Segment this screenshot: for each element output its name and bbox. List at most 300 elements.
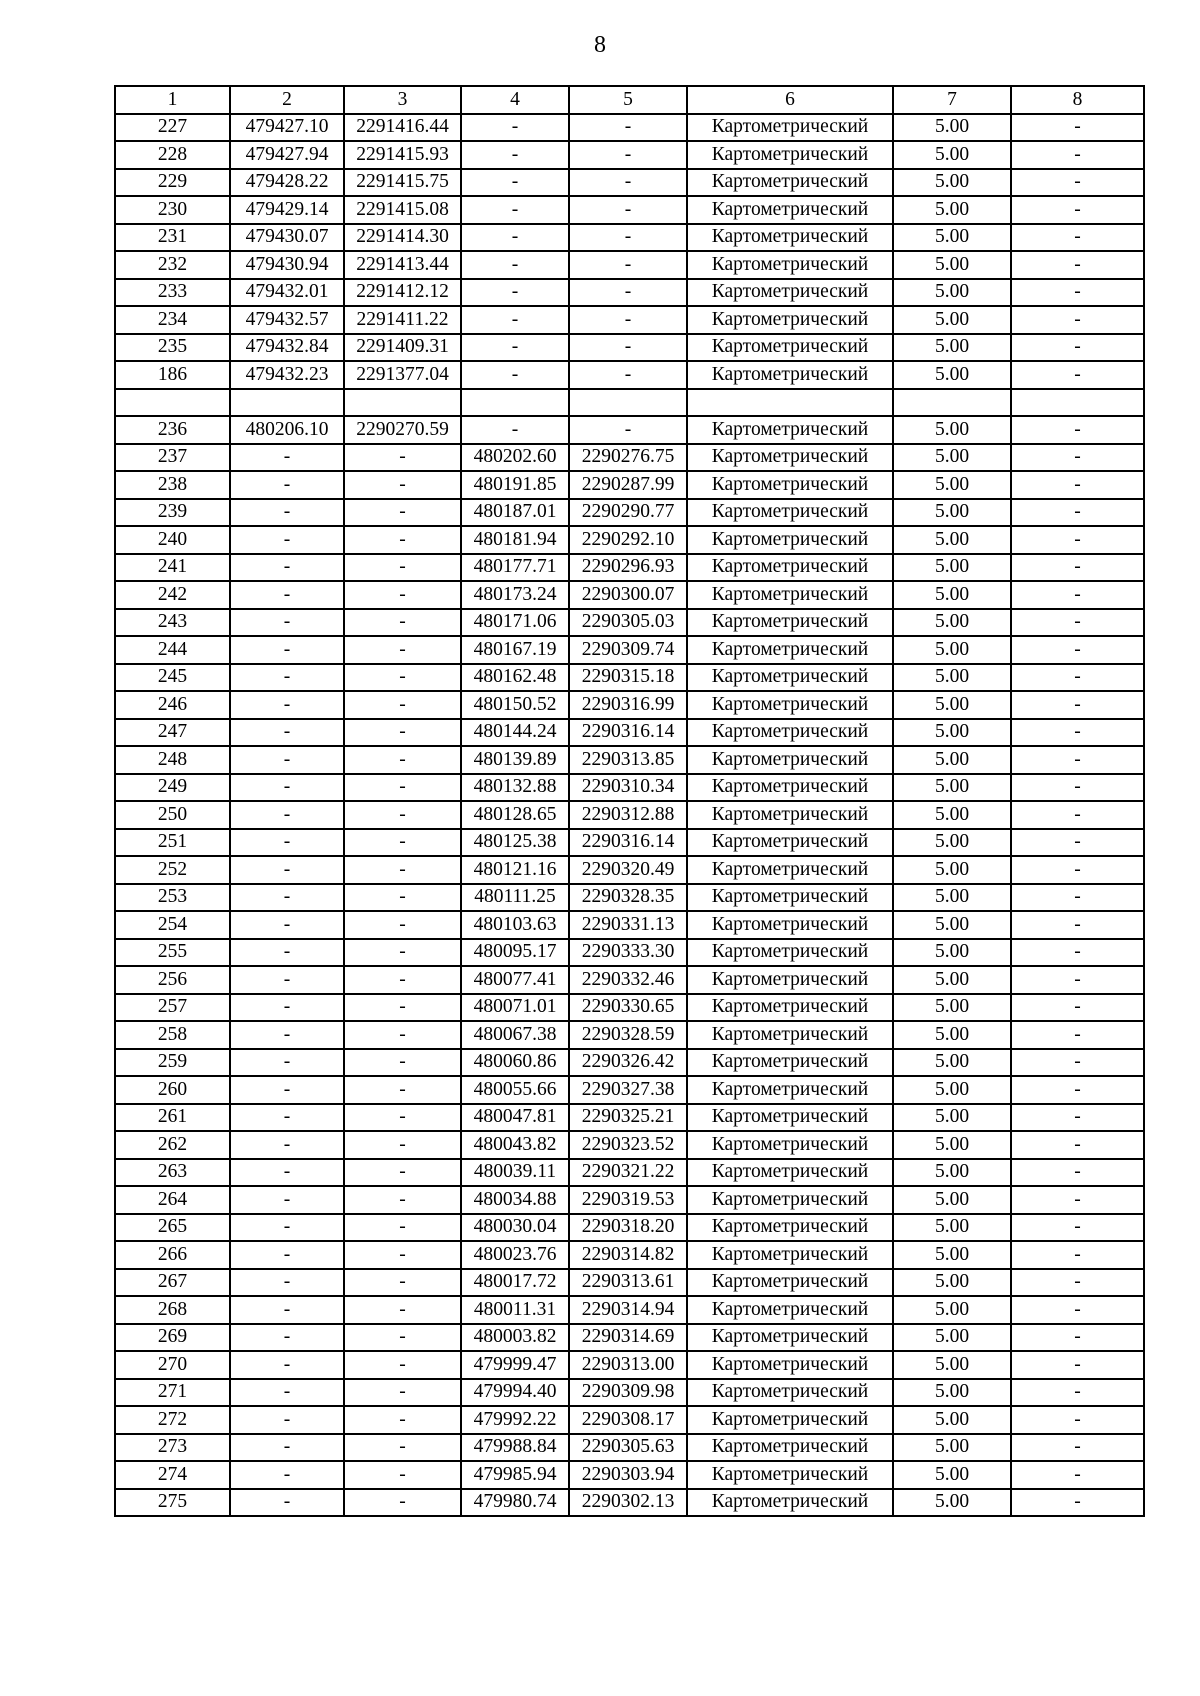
cell-method: Картометрический (687, 114, 893, 142)
cell-y-existing: 2291411.22 (344, 306, 461, 334)
cell-method: Картометрический (687, 801, 893, 829)
cell-x-existing: 479430.94 (230, 251, 344, 279)
cell-y-existing: - (344, 1269, 461, 1297)
cell-y-existing: - (344, 1406, 461, 1434)
cell-x-existing: - (230, 801, 344, 829)
cell-description: - (1011, 774, 1144, 802)
cell-y-new: 2290325.21 (569, 1104, 687, 1132)
cell-accuracy: 5.00 (893, 1159, 1011, 1187)
cell-description: - (1011, 1434, 1144, 1462)
cell-x-new: 480039.11 (461, 1159, 569, 1187)
cell-y-existing: - (344, 1214, 461, 1242)
cell-y-existing: - (344, 1049, 461, 1077)
cell-accuracy: 5.00 (893, 141, 1011, 169)
cell-x-new: 480128.65 (461, 801, 569, 829)
cell-method: Картометрический (687, 471, 893, 499)
cell-y-new: 2290323.52 (569, 1131, 687, 1159)
table-row (115, 1131, 1144, 1159)
cell-accuracy: 5.00 (893, 1351, 1011, 1379)
cell-description: - (1011, 1049, 1144, 1077)
cell-y-new: 2290309.74 (569, 636, 687, 664)
cell-description: - (1011, 939, 1144, 967)
cell-x-new: 480047.81 (461, 1104, 569, 1132)
cell-x-new: 480034.88 (461, 1186, 569, 1214)
cell-x-existing: - (230, 1186, 344, 1214)
cell-y-existing: - (344, 719, 461, 747)
table-row (115, 526, 1144, 554)
cell-accuracy: 5.00 (893, 1049, 1011, 1077)
cell-x-new: 480055.66 (461, 1076, 569, 1104)
cell-method: Картометрический (687, 1159, 893, 1187)
cell-y-existing: - (344, 856, 461, 884)
cell-x-existing: - (230, 719, 344, 747)
cell-accuracy: 5.00 (893, 224, 1011, 252)
page-number: 8 (594, 32, 606, 58)
table-row (115, 1379, 1144, 1407)
table-row (115, 279, 1144, 307)
cell-description: - (1011, 1269, 1144, 1297)
cell-point-number: 249 (115, 774, 230, 802)
cell-point-number: 270 (115, 1351, 230, 1379)
cell-method: Картометрический (687, 664, 893, 692)
cell-x-existing: - (230, 1076, 344, 1104)
cell-x-existing: 480206.10 (230, 416, 344, 444)
cell-y-existing: - (344, 1076, 461, 1104)
table-row (115, 911, 1144, 939)
cell-accuracy: 5.00 (893, 1296, 1011, 1324)
cell-method: Картометрический (687, 746, 893, 774)
cell-x-existing: - (230, 1049, 344, 1077)
cell-point-number: 263 (115, 1159, 230, 1187)
cell-x-existing: - (230, 636, 344, 664)
cell-x-new: 480132.88 (461, 774, 569, 802)
cell-method: Картометрический (687, 856, 893, 884)
cell-point-number: 238 (115, 471, 230, 499)
cell-y-existing: 2291412.12 (344, 279, 461, 307)
cell-y-existing: - (344, 609, 461, 637)
cell-y-new (569, 389, 687, 417)
cell-x-new: 480121.16 (461, 856, 569, 884)
cell-y-existing: - (344, 801, 461, 829)
cell-x-new: 480003.82 (461, 1324, 569, 1352)
cell-accuracy: 5.00 (893, 196, 1011, 224)
cell-point-number: 240 (115, 526, 230, 554)
cell-x-new: 480177.71 (461, 554, 569, 582)
cell-accuracy: 5.00 (893, 114, 1011, 142)
cell-method: Картометрический (687, 499, 893, 527)
cell-x-new: 479988.84 (461, 1434, 569, 1462)
cell-y-new: 2290319.53 (569, 1186, 687, 1214)
cell-point-number: 229 (115, 169, 230, 197)
cell-description: - (1011, 1131, 1144, 1159)
cell-x-existing: - (230, 499, 344, 527)
cell-y-existing: - (344, 911, 461, 939)
cell-method: Картометрический (687, 141, 893, 169)
cell-point-number: 273 (115, 1434, 230, 1462)
cell-description: - (1011, 581, 1144, 609)
cell-x-existing: 479427.94 (230, 141, 344, 169)
cell-y-new: 2290314.94 (569, 1296, 687, 1324)
cell-x-new: - (461, 306, 569, 334)
cell-accuracy: 5.00 (893, 1406, 1011, 1434)
cell-y-existing: - (344, 1324, 461, 1352)
column-header-6: 6 (687, 86, 893, 114)
cell-method: Картометрический (687, 416, 893, 444)
cell-point-number: 264 (115, 1186, 230, 1214)
cell-description: - (1011, 224, 1144, 252)
cell-accuracy: 5.00 (893, 361, 1011, 389)
table-row (115, 1406, 1144, 1434)
cell-y-new: 2290327.38 (569, 1076, 687, 1104)
cell-accuracy: 5.00 (893, 1489, 1011, 1517)
table-row (115, 691, 1144, 719)
cell-description: - (1011, 609, 1144, 637)
table-row (115, 141, 1144, 169)
table-row (115, 361, 1144, 389)
table-row (115, 994, 1144, 1022)
cell-description: - (1011, 801, 1144, 829)
cell-y-new: 2290313.85 (569, 746, 687, 774)
cell-x-new: - (461, 251, 569, 279)
cell-accuracy: 5.00 (893, 1241, 1011, 1269)
cell-y-new: 2290314.69 (569, 1324, 687, 1352)
cell-y-new: 2290296.93 (569, 554, 687, 582)
table-row (115, 196, 1144, 224)
cell-method: Картометрический (687, 1406, 893, 1434)
cell-description: - (1011, 829, 1144, 857)
cell-accuracy: 5.00 (893, 1269, 1011, 1297)
cell-x-existing: - (230, 1214, 344, 1242)
cell-y-existing: - (344, 1489, 461, 1517)
cell-point-number: 266 (115, 1241, 230, 1269)
cell-method: Картометрический (687, 1379, 893, 1407)
cell-x-existing: - (230, 939, 344, 967)
cell-accuracy: 5.00 (893, 829, 1011, 857)
cell-x-existing: - (230, 774, 344, 802)
cell-description: - (1011, 554, 1144, 582)
cell-x-existing: - (230, 1434, 344, 1462)
cell-accuracy: 5.00 (893, 884, 1011, 912)
cell-method: Картометрический (687, 636, 893, 664)
cell-method: Картометрический (687, 1049, 893, 1077)
cell-point-number: 237 (115, 444, 230, 472)
cell-point-number: 259 (115, 1049, 230, 1077)
cell-x-new: 480030.04 (461, 1214, 569, 1242)
table-row (115, 719, 1144, 747)
table-row (115, 1461, 1144, 1489)
cell-x-new: 480150.52 (461, 691, 569, 719)
table-row (115, 581, 1144, 609)
cell-y-existing: - (344, 1241, 461, 1269)
table-row (115, 1104, 1144, 1132)
cell-method: Картометрический (687, 691, 893, 719)
table-row (115, 224, 1144, 252)
cell-y-existing: - (344, 966, 461, 994)
cell-accuracy: 5.00 (893, 911, 1011, 939)
cell-accuracy: 5.00 (893, 306, 1011, 334)
cell-accuracy: 5.00 (893, 1379, 1011, 1407)
cell-description: - (1011, 1489, 1144, 1517)
cell-description: - (1011, 471, 1144, 499)
cell-y-existing: - (344, 1434, 461, 1462)
cell-y-new: 2290300.07 (569, 581, 687, 609)
cell-method: Картометрический (687, 1296, 893, 1324)
cell-accuracy: 5.00 (893, 526, 1011, 554)
table-row (115, 1076, 1144, 1104)
cell-x-new: - (461, 361, 569, 389)
cell-y-new: 2290310.34 (569, 774, 687, 802)
cell-y-existing: - (344, 884, 461, 912)
cell-x-new: - (461, 416, 569, 444)
cell-x-new: 479999.47 (461, 1351, 569, 1379)
cell-point-number: 271 (115, 1379, 230, 1407)
cell-x-existing: 479429.14 (230, 196, 344, 224)
cell-accuracy: 5.00 (893, 416, 1011, 444)
cell-x-new: - (461, 334, 569, 362)
table-row (115, 471, 1144, 499)
cell-y-new: 2290321.22 (569, 1159, 687, 1187)
cell-y-existing: - (344, 939, 461, 967)
cell-x-existing: 479432.84 (230, 334, 344, 362)
cell-point-number: 247 (115, 719, 230, 747)
cell-y-existing: - (344, 1159, 461, 1187)
cell-y-new: 2290316.99 (569, 691, 687, 719)
cell-accuracy: 5.00 (893, 554, 1011, 582)
table-row (115, 774, 1144, 802)
cell-x-new: 480067.38 (461, 1021, 569, 1049)
table-body (115, 114, 1144, 1517)
cell-accuracy: 5.00 (893, 444, 1011, 472)
cell-x-new: 480187.01 (461, 499, 569, 527)
cell-y-existing: - (344, 994, 461, 1022)
cell-point-number: 246 (115, 691, 230, 719)
cell-method: Картометрический (687, 251, 893, 279)
cell-x-existing: 479432.01 (230, 279, 344, 307)
column-header-4: 4 (461, 86, 569, 114)
cell-y-new: 2290312.88 (569, 801, 687, 829)
cell-y-new: - (569, 361, 687, 389)
cell-x-existing: - (230, 1131, 344, 1159)
cell-point-number: 267 (115, 1269, 230, 1297)
table-row (115, 801, 1144, 829)
cell-method: Картометрический (687, 1076, 893, 1104)
cell-point-number: 268 (115, 1296, 230, 1324)
table-row (115, 1269, 1144, 1297)
cell-point-number: 227 (115, 114, 230, 142)
cell-accuracy: 5.00 (893, 581, 1011, 609)
cell-point-number: 272 (115, 1406, 230, 1434)
cell-accuracy: 5.00 (893, 664, 1011, 692)
cell-point-number: 236 (115, 416, 230, 444)
cell-y-new: 2290276.75 (569, 444, 687, 472)
cell-y-existing: - (344, 554, 461, 582)
cell-x-new: - (461, 196, 569, 224)
cell-x-new: 480181.94 (461, 526, 569, 554)
cell-point-number: 275 (115, 1489, 230, 1517)
cell-y-new: - (569, 306, 687, 334)
cell-description: - (1011, 636, 1144, 664)
cell-description: - (1011, 1351, 1144, 1379)
cell-x-existing: - (230, 911, 344, 939)
cell-y-new: 2290302.13 (569, 1489, 687, 1517)
table-row (115, 114, 1144, 142)
cell-accuracy: 5.00 (893, 856, 1011, 884)
cell-method: Картометрический (687, 1489, 893, 1517)
cell-method: Картометрический (687, 1269, 893, 1297)
cell-accuracy: 5.00 (893, 801, 1011, 829)
cell-description: - (1011, 719, 1144, 747)
cell-x-existing: 479428.22 (230, 169, 344, 197)
column-header-3: 3 (344, 86, 461, 114)
cell-point-number: 255 (115, 939, 230, 967)
cell-x-existing: - (230, 691, 344, 719)
cell-y-existing: - (344, 1296, 461, 1324)
cell-method: Картометрический (687, 169, 893, 197)
cell-x-existing: - (230, 664, 344, 692)
cell-method: Картометрический (687, 306, 893, 334)
column-header-1: 1 (115, 86, 230, 114)
table-row (115, 1241, 1144, 1269)
cell-description: - (1011, 1159, 1144, 1187)
cell-point-number: 248 (115, 746, 230, 774)
cell-x-new: 480171.06 (461, 609, 569, 637)
cell-y-existing: - (344, 444, 461, 472)
cell-description: - (1011, 1461, 1144, 1489)
cell-x-existing: - (230, 1489, 344, 1517)
column-header-8: 8 (1011, 86, 1144, 114)
cell-x-existing: - (230, 581, 344, 609)
cell-y-existing: 2291413.44 (344, 251, 461, 279)
cell-accuracy (893, 389, 1011, 417)
column-header-5: 5 (569, 86, 687, 114)
cell-accuracy: 5.00 (893, 939, 1011, 967)
cell-method: Картометрический (687, 1186, 893, 1214)
cell-accuracy: 5.00 (893, 691, 1011, 719)
cell-point-number: 261 (115, 1104, 230, 1132)
cell-y-existing: 2291415.75 (344, 169, 461, 197)
cell-accuracy: 5.00 (893, 1434, 1011, 1462)
cell-description: - (1011, 1021, 1144, 1049)
cell-description: - (1011, 884, 1144, 912)
cell-x-existing: - (230, 746, 344, 774)
table-row (115, 444, 1144, 472)
cell-x-new: - (461, 141, 569, 169)
cell-x-new: 479992.22 (461, 1406, 569, 1434)
cell-point-number: 265 (115, 1214, 230, 1242)
cell-description: - (1011, 499, 1144, 527)
cell-y-new: 2290333.30 (569, 939, 687, 967)
cell-y-existing: - (344, 1131, 461, 1159)
cell-point-number: 242 (115, 581, 230, 609)
cell-point-number: 262 (115, 1131, 230, 1159)
cell-method: Картометрический (687, 224, 893, 252)
cell-description: - (1011, 1186, 1144, 1214)
cell-y-new: - (569, 196, 687, 224)
cell-x-existing: 479432.57 (230, 306, 344, 334)
cell-point-number: 241 (115, 554, 230, 582)
cell-accuracy: 5.00 (893, 1461, 1011, 1489)
cell-y-existing: 2291414.30 (344, 224, 461, 252)
cell-x-new: 480173.24 (461, 581, 569, 609)
cell-y-new: 2290287.99 (569, 471, 687, 499)
cell-method: Картометрический (687, 829, 893, 857)
cell-point-number: 256 (115, 966, 230, 994)
cell-accuracy: 5.00 (893, 1104, 1011, 1132)
cell-x-existing: - (230, 1324, 344, 1352)
cell-y-existing: - (344, 1021, 461, 1049)
cell-description: - (1011, 1406, 1144, 1434)
cell-x-existing: - (230, 1021, 344, 1049)
cell-method: Картометрический (687, 554, 893, 582)
cell-description: - (1011, 1104, 1144, 1132)
cell-y-new: 2290309.98 (569, 1379, 687, 1407)
cell-accuracy: 5.00 (893, 774, 1011, 802)
table-row (115, 1159, 1144, 1187)
cell-method: Картометрический (687, 966, 893, 994)
cell-x-existing: - (230, 1104, 344, 1132)
table-row (115, 306, 1144, 334)
cell-y-existing (344, 389, 461, 417)
cell-accuracy: 5.00 (893, 279, 1011, 307)
table-row (115, 829, 1144, 857)
cell-method: Картометрический (687, 884, 893, 912)
cell-method: Картометрический (687, 939, 893, 967)
cell-accuracy: 5.00 (893, 169, 1011, 197)
cell-y-existing: - (344, 526, 461, 554)
cell-x-existing: - (230, 1379, 344, 1407)
cell-method: Картометрический (687, 444, 893, 472)
cell-y-existing: - (344, 499, 461, 527)
cell-point-number: 274 (115, 1461, 230, 1489)
cell-y-new: 2290292.10 (569, 526, 687, 554)
cell-description: - (1011, 444, 1144, 472)
cell-x-existing: - (230, 1269, 344, 1297)
cell-description: - (1011, 416, 1144, 444)
cell-point-number: 257 (115, 994, 230, 1022)
cell-y-new: - (569, 114, 687, 142)
table-row (115, 664, 1144, 692)
cell-x-new: - (461, 224, 569, 252)
cell-y-existing: - (344, 1351, 461, 1379)
cell-y-new: - (569, 169, 687, 197)
cell-x-existing: 479427.10 (230, 114, 344, 142)
cell-accuracy: 5.00 (893, 499, 1011, 527)
cell-x-new: - (461, 169, 569, 197)
cell-accuracy: 5.00 (893, 1324, 1011, 1352)
cell-description: - (1011, 196, 1144, 224)
cell-description: - (1011, 1296, 1144, 1324)
table-row (115, 1489, 1144, 1517)
cell-y-existing: - (344, 581, 461, 609)
cell-y-existing: 2291409.31 (344, 334, 461, 362)
cell-description: - (1011, 1324, 1144, 1352)
table-row (115, 1021, 1144, 1049)
column-header-7: 7 (893, 86, 1011, 114)
cell-accuracy: 5.00 (893, 251, 1011, 279)
cell-x-new: 480023.76 (461, 1241, 569, 1269)
cell-description: - (1011, 1076, 1144, 1104)
cell-y-new: 2290316.14 (569, 719, 687, 747)
cell-y-new: 2290318.20 (569, 1214, 687, 1242)
cell-accuracy: 5.00 (893, 1186, 1011, 1214)
cell-method: Картометрический (687, 581, 893, 609)
table-row (115, 1296, 1144, 1324)
cell-x-existing: - (230, 1461, 344, 1489)
table-row (115, 939, 1144, 967)
table-row (115, 416, 1144, 444)
table-row (115, 1324, 1144, 1352)
cell-x-existing: - (230, 526, 344, 554)
